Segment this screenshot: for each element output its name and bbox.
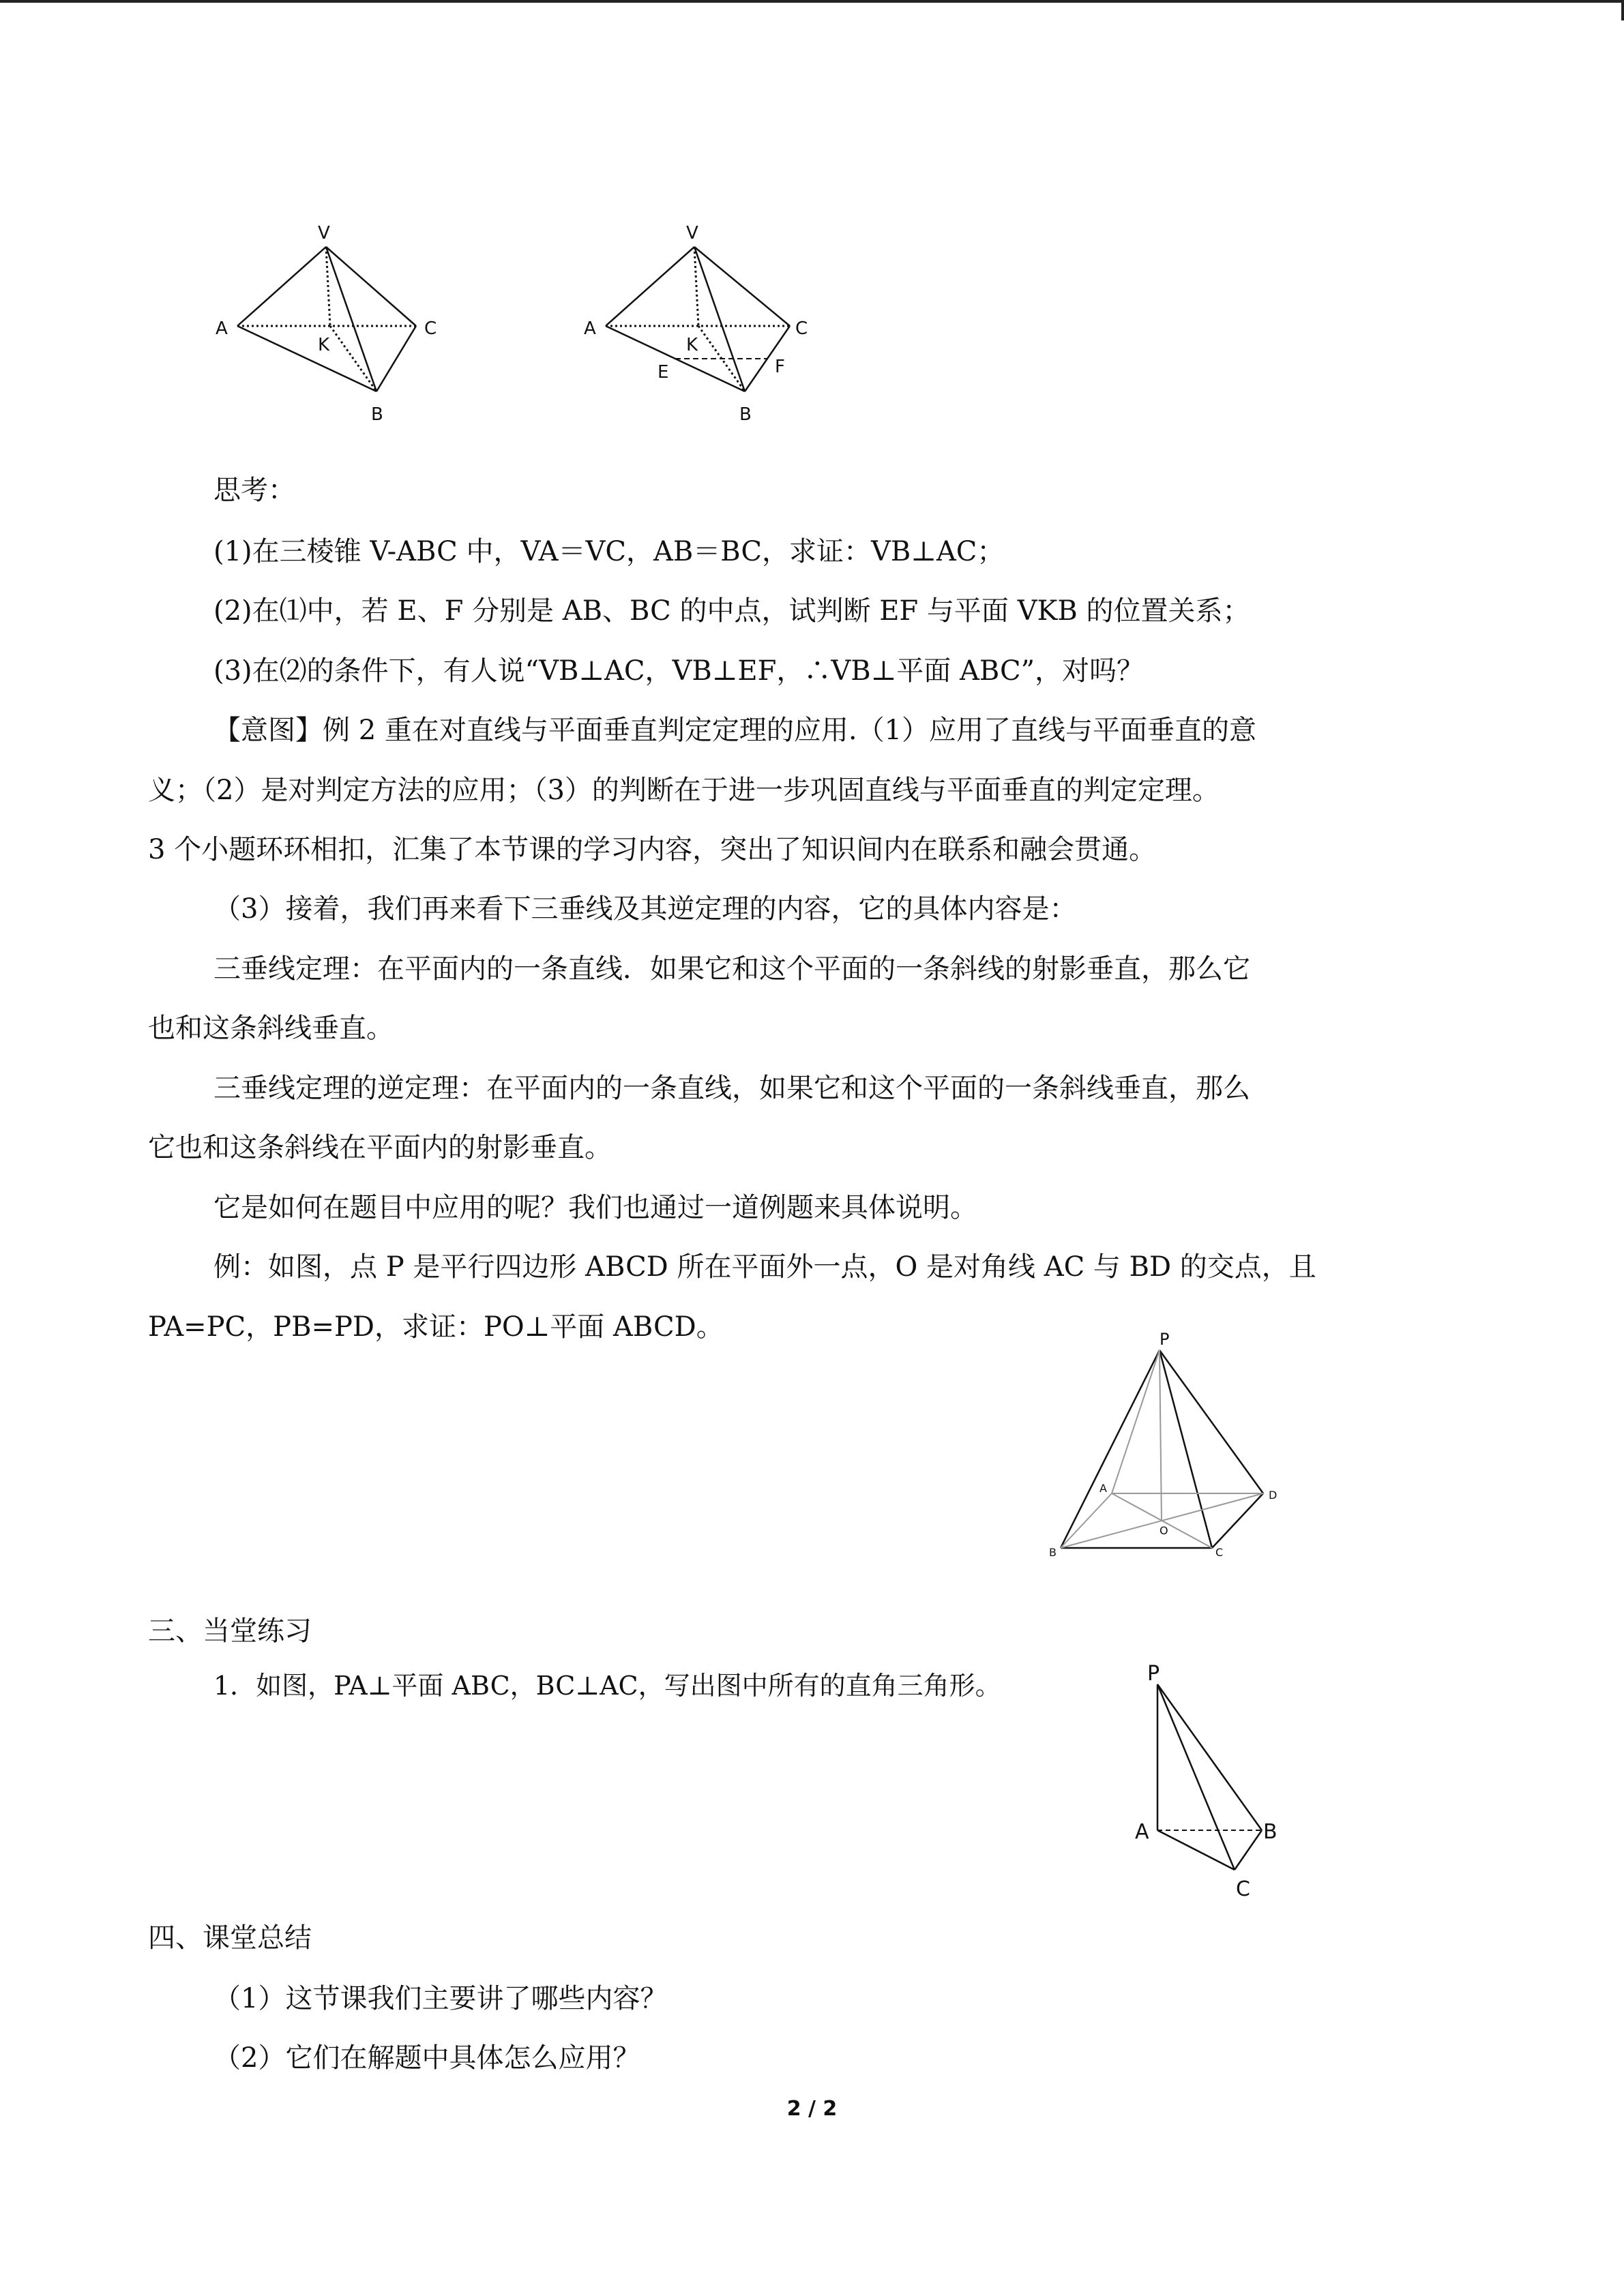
label-b: B <box>739 404 752 425</box>
theorem-2-line-1: 三垂线定理的逆定理：在平面内的一条直线，如果它和这个平面的一条斜线垂直，那么 <box>213 1073 1250 1104</box>
label-a: A <box>1135 1820 1149 1844</box>
example-line-1: 例：如图，点 P 是平行四边形 ABCD 所在平面外一点，O 是对角线 AC 与 BD 的交点，且 <box>213 1251 1316 1283</box>
think-heading: 思考： <box>213 475 295 506</box>
label-a: A <box>1099 1482 1107 1495</box>
label-b: B <box>1263 1820 1278 1844</box>
summary-question-2: （2）它们在解题中具体怎么应用？ <box>213 2042 640 2074</box>
label-d: D <box>1269 1489 1278 1502</box>
label-c: C <box>795 318 808 339</box>
section-3-heading: 三、当堂练习 <box>148 1615 312 1647</box>
figure-pyramid-pabcd <box>1037 1330 1310 1562</box>
label-b: B <box>371 404 383 425</box>
figure-tetrahedron-pabc <box>1125 1657 1303 1903</box>
section-4-heading: 四、课堂总结 <box>148 1922 312 1954</box>
example-line-2: PA=PC，PB=PD，求证：PO⊥平面 ABCD。 <box>148 1311 724 1343</box>
label-v: V <box>318 223 330 243</box>
intent-line-3: 3 个小题环环相扣，汇集了本节课的学习内容，突出了知识间内在联系和融会贯通。 <box>148 834 1157 865</box>
label-p: P <box>1147 1662 1160 1686</box>
label-o: O <box>1160 1524 1168 1537</box>
question-3: (3)在⑵的条件下，有人说“VB⊥AC，VB⊥EF，∴VB⊥平面 ABC”，对吗？ <box>213 655 1145 687</box>
page-corner-border <box>1621 0 1624 20</box>
application-intro: 它是如何在题目中应用的呢？我们也通过一道例题来具体说明。 <box>213 1192 977 1223</box>
page-number: 2 / 2 <box>786 2097 838 2121</box>
next-intro: （3）接着，我们再来看下三垂线及其逆定理的内容，它的具体内容是： <box>213 893 1077 925</box>
intent-line-2: 义；（2）是对判定方法的应用；（3）的判断在于进一步巩固直线与平面垂直的判定定理。 <box>148 775 1220 806</box>
practice-1: 1．如图，PA⊥平面 ABC，BC⊥AC，写出图中所有的直角三角形。 <box>213 1671 1001 1701</box>
label-k: K <box>686 335 698 355</box>
label-c: C <box>424 318 437 339</box>
label-p: P <box>1160 1330 1170 1349</box>
theorem-1-line-2: 也和这条斜线垂直。 <box>148 1013 394 1044</box>
question-1: (1)在三棱锥 V-ABC 中，VA＝VC，AB＝BC，求证：VB⊥AC； <box>213 536 1005 567</box>
intent-line-1: 【意图】例 2 重在对直线与平面垂直判定定理的应用.（1）应用了直线与平面垂直的意 <box>213 715 1257 746</box>
label-k: K <box>318 335 330 355</box>
theorem-2-line-2: 它也和这条斜线在平面内的射影垂直。 <box>148 1132 612 1163</box>
label-a: A <box>216 318 228 339</box>
label-e: E <box>658 362 669 383</box>
theorem-1-line-1: 三垂线定理：在平面内的一条直线．如果它和这个平面的一条斜线的射影垂直，那么它 <box>213 953 1250 985</box>
label-c: C <box>1215 1546 1224 1559</box>
label-b: B <box>1049 1546 1057 1559</box>
figure-tetrahedron-2 <box>573 218 818 430</box>
page-top-border <box>0 0 1624 3</box>
label-v: V <box>686 223 698 243</box>
label-c: C <box>1236 1877 1250 1901</box>
label-a: A <box>584 318 596 339</box>
figure-tetrahedron-1 <box>205 218 450 430</box>
question-2: (2)在⑴中，若 E、F 分别是 AB、BC 的中点，试判断 EF 与平面 VKB 的位置关系； <box>213 595 1250 627</box>
label-f: F <box>775 357 785 377</box>
summary-question-1: （1）这节课我们主要讲了哪些内容？ <box>213 1983 668 2014</box>
